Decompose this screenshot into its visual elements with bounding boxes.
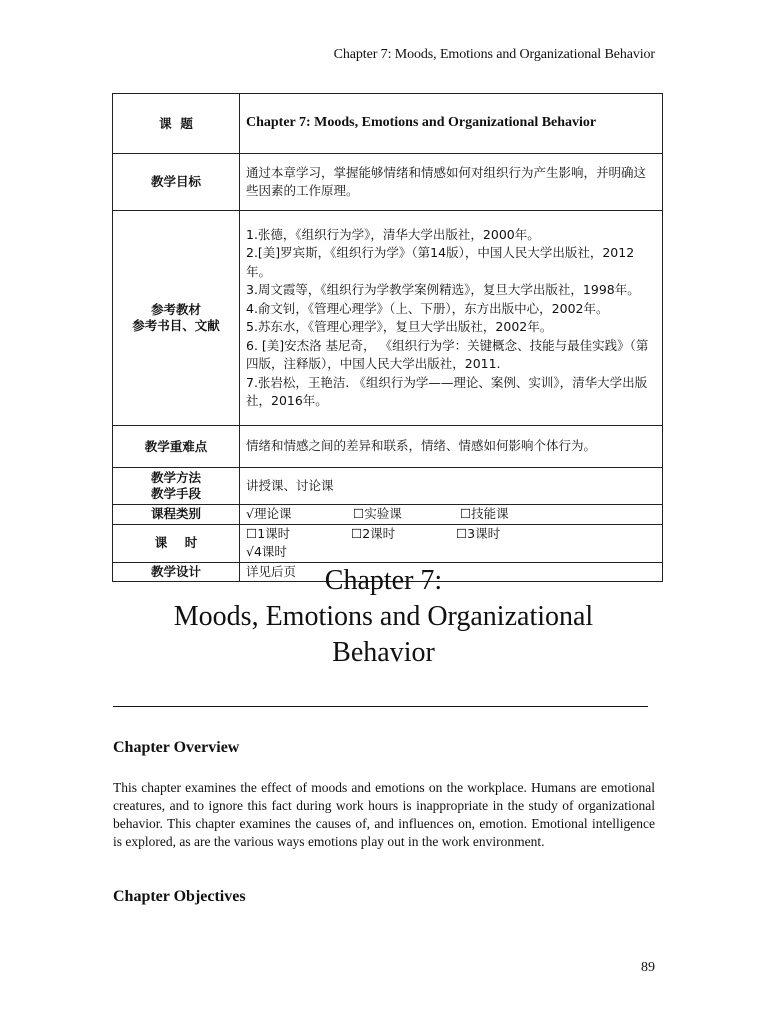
table-row: [113, 524, 663, 562]
table-row: [113, 94, 663, 154]
page-number: 89: [641, 960, 655, 975]
table-row: [113, 211, 663, 426]
type-label: 课程类别: [113, 505, 240, 525]
table-row: [113, 468, 663, 505]
type-option: √理论课: [246, 506, 292, 521]
title-value: Chapter 7: Moods, Emotions and Organizational Behavior: [240, 94, 663, 154]
refs-label: 参考教材 参考书目、文献: [113, 211, 240, 426]
title-label: 课 题: [113, 94, 240, 154]
overview-heading: Chapter Overview: [113, 739, 240, 756]
course-info-table: [112, 93, 663, 582]
hours-option: √4课时: [246, 544, 287, 559]
goal-value: 通过本章学习，掌握能够情绪和情感如何对组织行为产生影响，并明确这些因素的工作原理。: [240, 154, 663, 211]
method-label: 教学方法 教学手段: [113, 468, 240, 505]
list-item: 7.张岩松，王艳洁. 《组织行为学——理论、案例、实训》，清华大学出版社，2016年。: [246, 374, 648, 408]
hours-option: ☐3课时: [455, 525, 501, 541]
type-option: ☐实验课: [352, 506, 402, 521]
divider: [113, 706, 648, 707]
list-item: 6. [美]安杰洛 基尼奇， 《组织行为学：关键概念、技能与最佳实践》（第四版，注释版），中国人民大学出版社，2011.: [246, 337, 649, 371]
design-label: 教学设计: [113, 562, 240, 582]
table-row: [113, 505, 663, 525]
objectives-heading: Chapter Objectives: [113, 888, 246, 905]
table-row: [113, 154, 663, 211]
type-options: [240, 505, 663, 525]
key-label: 教学重难点: [113, 426, 240, 468]
design-value: 详见后页: [240, 562, 663, 582]
method-value: 讲授课、讨论课: [240, 468, 663, 505]
hours-option: ☐1课时: [246, 525, 291, 541]
running-head: Chapter 7: Moods, Emotions and Organizational Behavior: [333, 47, 655, 62]
list-item: 5.苏东水，《管理心理学》，复旦大学出版社，2002年。: [246, 319, 553, 334]
chapter-title: Chapter 7: Moods, Emotions and Organizational Behavior: [173, 565, 594, 668]
key-value: 情绪和情感之间的差异和联系，情绪、情感如何影响个体行为。: [240, 426, 663, 468]
list-item: 3.周文霞等，《组织行为学教学案例精选》，复旦大学出版社，1998年。: [246, 282, 640, 297]
table-row: [113, 426, 663, 468]
hours-option: ☐2课时: [350, 525, 396, 541]
goal-label: 教学目标: [113, 154, 240, 211]
list-item: 2.[美]罗宾斯，《组织行为学》（第14版），中国人民大学出版社，2012年。: [246, 245, 635, 279]
overview-paragraph: This chapter examines the effect of moods and emotions on the workplace. Humans are emotional creatures, and to ignore this fact during work hours is inappropriate in the study of organizational behavior. This chapter examines the causes of, and influences on, emotion. Emotional intelligence is explored, as are the various ways emotions play out in the work environment.: [113, 780, 655, 849]
type-option: ☐技能课: [459, 506, 509, 521]
list-item: 4.俞文钊，《管理心理学》（上、下册），东方出版中心，2002年。: [246, 300, 609, 316]
hours-options: [240, 524, 663, 562]
list-item: 1.张德，《组织行为学》，清华大学出版社，2000年。: [246, 226, 540, 242]
hours-label: 课 时: [113, 524, 240, 562]
refs-list: [240, 211, 663, 426]
